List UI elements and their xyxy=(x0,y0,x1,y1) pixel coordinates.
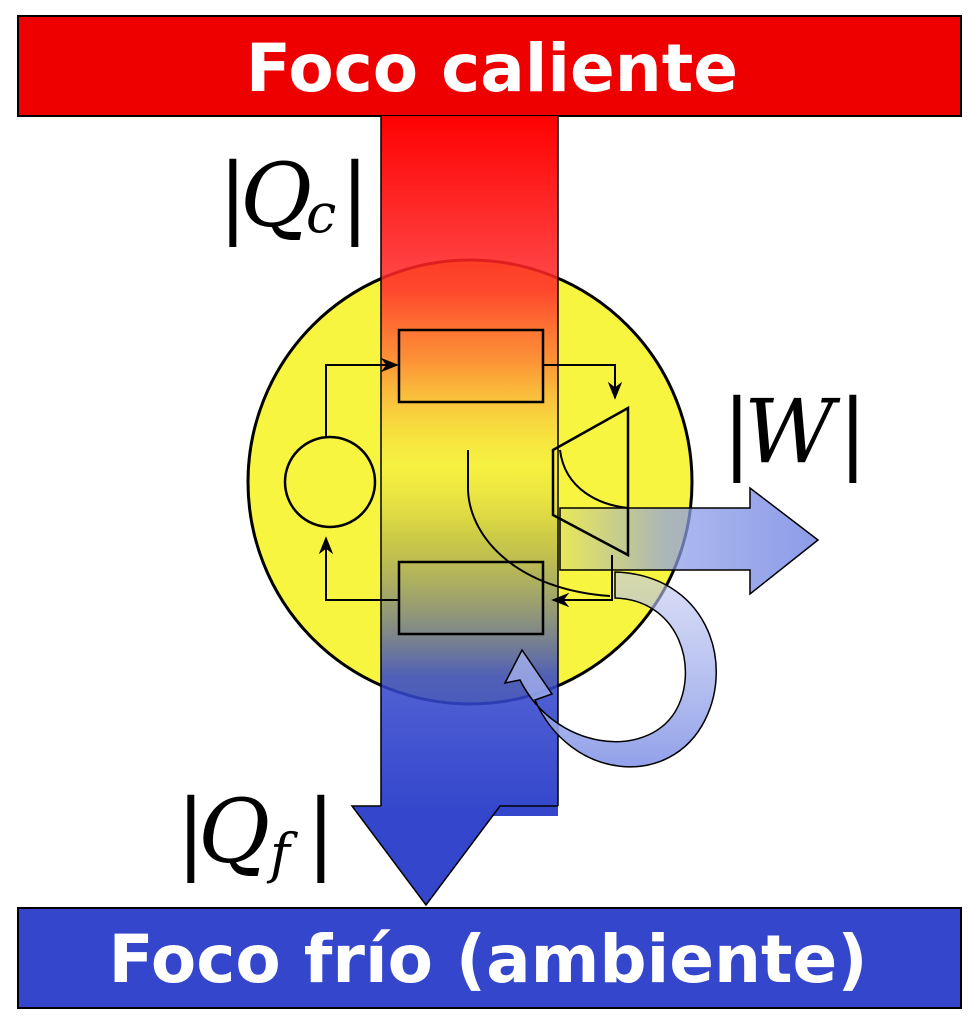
svg-text:c: c xyxy=(306,182,337,245)
label-w xyxy=(722,380,868,483)
heat-flow-arrow xyxy=(352,116,558,905)
label-qc xyxy=(218,144,370,247)
svg-text:|: | xyxy=(218,144,248,247)
hot-reservoir-label: Foco caliente xyxy=(245,30,739,107)
svg-text:f: f xyxy=(270,822,290,885)
svg-text:|: | xyxy=(722,380,752,483)
svg-text:W: W xyxy=(744,380,835,483)
svg-text:|: | xyxy=(838,380,868,483)
svg-text:Q: Q xyxy=(198,780,271,883)
svg-text:Q: Q xyxy=(240,144,313,247)
cold-reservoir-label: Foco frío (ambiente) xyxy=(108,921,868,998)
svg-text:|: | xyxy=(340,144,370,247)
svg-text:|: | xyxy=(176,780,206,883)
svg-text:|: | xyxy=(306,780,336,883)
label-qf xyxy=(176,780,336,885)
